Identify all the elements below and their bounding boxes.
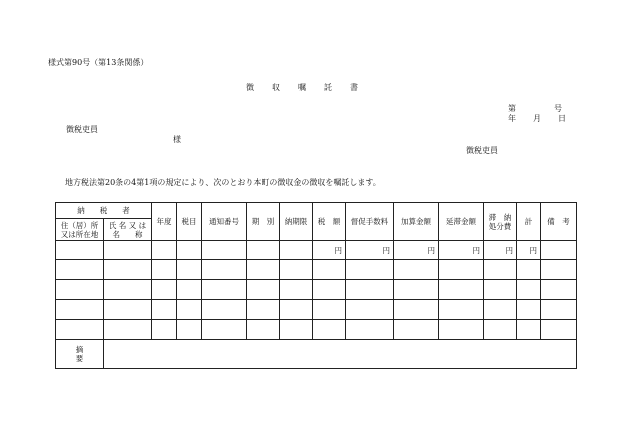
installment-cell[interactable]: [247, 300, 280, 320]
summary-label: [56, 340, 104, 369]
issuing-officer-label: 徴税吏員: [66, 125, 98, 134]
notice-number-header: 通知番号: [202, 203, 247, 241]
notice-number-cell[interactable]: [202, 241, 247, 260]
reminder-fee-cell[interactable]: [346, 260, 394, 280]
delinquency-fee-cell[interactable]: [484, 280, 517, 300]
tax-amount-cell[interactable]: [313, 280, 346, 300]
summary-label-line2: 要: [75, 354, 84, 363]
additional-tax-cell[interactable]: [394, 241, 439, 260]
tax-amount-cell[interactable]: [313, 320, 346, 340]
total-header: 計: [517, 203, 541, 241]
due-date-cell[interactable]: [280, 280, 313, 300]
summary-label-line1: 摘: [75, 345, 84, 354]
total-cell[interactable]: [517, 300, 541, 320]
yen-unit: 円: [382, 245, 390, 255]
table-row: [56, 280, 577, 300]
name-header-line2: 名 称: [112, 229, 143, 239]
remarks-header: 備 考: [541, 203, 577, 241]
late-charge-cell[interactable]: [439, 320, 484, 340]
reminder-fee-cell[interactable]: [346, 320, 394, 340]
late-charge-cell[interactable]: [439, 241, 484, 260]
name-header-line1: 氏 名 又 は: [108, 220, 147, 230]
tax-item-cell[interactable]: [177, 280, 202, 300]
tax-item-cell[interactable]: [177, 320, 202, 340]
yen-unit: 円: [472, 245, 480, 255]
delinquency-fee-cell[interactable]: [484, 300, 517, 320]
fiscal-year-cell[interactable]: [152, 241, 177, 260]
installment-cell[interactable]: [247, 241, 280, 260]
tax-item-cell[interactable]: [177, 300, 202, 320]
reminder-fee-cell[interactable]: [346, 241, 394, 260]
title-char: 書: [350, 83, 358, 92]
date-day: 日: [558, 114, 566, 123]
additional-tax-cell[interactable]: [394, 280, 439, 300]
title-char: 徴: [246, 83, 254, 92]
table-row: [56, 300, 577, 320]
installment-cell[interactable]: [247, 260, 280, 280]
name-cell[interactable]: [104, 280, 152, 300]
additional-tax-cell[interactable]: [394, 300, 439, 320]
yen-unit: 円: [427, 245, 435, 255]
address-header-line2: 又は所在地: [60, 229, 99, 239]
fiscal-year-header: 年度: [152, 203, 177, 241]
due-date-cell[interactable]: [280, 320, 313, 340]
title-char: 託: [324, 83, 332, 92]
delinquency-fee-cell[interactable]: [484, 260, 517, 280]
remarks-cell[interactable]: [541, 320, 577, 340]
fiscal-year-cell[interactable]: [152, 260, 177, 280]
name-cell[interactable]: [104, 241, 152, 260]
total-cell[interactable]: [517, 241, 541, 260]
delinquency-fee-line2: 処分費: [488, 221, 512, 231]
address-cell[interactable]: [56, 280, 104, 300]
title-char: 収: [272, 83, 280, 92]
reminder-fee-cell[interactable]: [346, 280, 394, 300]
yen-unit: 円: [334, 245, 342, 255]
tax-amount-cell[interactable]: [313, 300, 346, 320]
late-charge-header: 延滞金額: [439, 203, 484, 241]
due-date-header: 納期限: [280, 203, 313, 241]
due-date-cell[interactable]: [280, 241, 313, 260]
name-cell[interactable]: [104, 260, 152, 280]
total-cell[interactable]: [517, 280, 541, 300]
tax-amount-header: 税 額: [313, 203, 346, 241]
fiscal-year-cell[interactable]: [152, 320, 177, 340]
tax-item-cell[interactable]: [177, 241, 202, 260]
title-char: 嘱: [298, 83, 306, 92]
remarks-cell[interactable]: [541, 300, 577, 320]
late-charge-cell[interactable]: [439, 260, 484, 280]
remarks-cell[interactable]: [541, 280, 577, 300]
issue-date: [508, 113, 566, 124]
tax-item-header: 税目: [177, 203, 202, 241]
installment-cell[interactable]: [247, 320, 280, 340]
document-number-suffix: 号: [554, 104, 562, 113]
fiscal-year-cell[interactable]: [152, 280, 177, 300]
yen-unit: 円: [529, 245, 537, 255]
additional-tax-cell[interactable]: [394, 260, 439, 280]
remarks-cell[interactable]: [541, 260, 577, 280]
document-title: [246, 82, 358, 93]
additional-tax-cell[interactable]: [394, 320, 439, 340]
reminder-fee-header: 督促手数料: [346, 203, 394, 241]
due-date-cell[interactable]: [280, 300, 313, 320]
address-cell[interactable]: [56, 300, 104, 320]
notice-number-cell[interactable]: [202, 320, 247, 340]
intro-text: 地方税法第20条の4第1項の規定により、次のとおり本町の徴収金の徴収を嘱託します。: [65, 178, 381, 187]
notice-number-cell[interactable]: [202, 260, 247, 280]
delinquency-fee-cell[interactable]: [484, 320, 517, 340]
date-year: 年: [508, 114, 516, 123]
total-cell[interactable]: [517, 260, 541, 280]
summary-field[interactable]: [104, 340, 577, 369]
summary-row: [56, 340, 577, 369]
notice-number-cell[interactable]: [202, 280, 247, 300]
late-charge-cell[interactable]: [439, 300, 484, 320]
installment-header: 期 別: [247, 203, 280, 241]
total-cell[interactable]: [517, 320, 541, 340]
form-code: 様式第90号（第13条関係）: [48, 58, 149, 67]
fiscal-year-cell[interactable]: [152, 300, 177, 320]
receiving-officer-label: 徴税吏員: [466, 146, 498, 155]
name-cell[interactable]: [104, 320, 152, 340]
address-cell[interactable]: [56, 260, 104, 280]
address-header-line1: 住（居）所: [60, 220, 99, 230]
delinquency-fee-header: [484, 203, 517, 241]
header-row-1: [56, 203, 577, 219]
delinquency-fee-line1: 滞 納: [488, 212, 512, 222]
table-row: [56, 260, 577, 280]
remarks-cell[interactable]: [541, 241, 577, 260]
address-cell[interactable]: [56, 320, 104, 340]
installment-cell[interactable]: [247, 280, 280, 300]
address-cell[interactable]: [56, 241, 104, 260]
notice-number-cell[interactable]: [202, 300, 247, 320]
document-number-prefix: 第: [508, 104, 516, 113]
late-charge-cell[interactable]: [439, 280, 484, 300]
taxpayer-group-header: 納 税 者: [56, 203, 152, 219]
yen-unit: 円: [505, 245, 513, 255]
name-cell[interactable]: [104, 300, 152, 320]
delinquency-fee-cell[interactable]: [484, 241, 517, 260]
reminder-fee-cell[interactable]: [346, 300, 394, 320]
tax-amount-cell[interactable]: [313, 260, 346, 280]
additional-tax-header: 加算金額: [394, 203, 439, 241]
address-header: [56, 219, 104, 241]
tax-amount-cell[interactable]: [313, 241, 346, 260]
due-date-cell[interactable]: [280, 260, 313, 280]
table-row: [56, 320, 577, 340]
name-header: [104, 219, 152, 241]
addressee-suffix: 様: [173, 135, 181, 144]
tax-item-cell[interactable]: [177, 260, 202, 280]
table-row: [56, 241, 577, 260]
date-month: 月: [533, 114, 541, 123]
collection-table: [55, 202, 577, 369]
